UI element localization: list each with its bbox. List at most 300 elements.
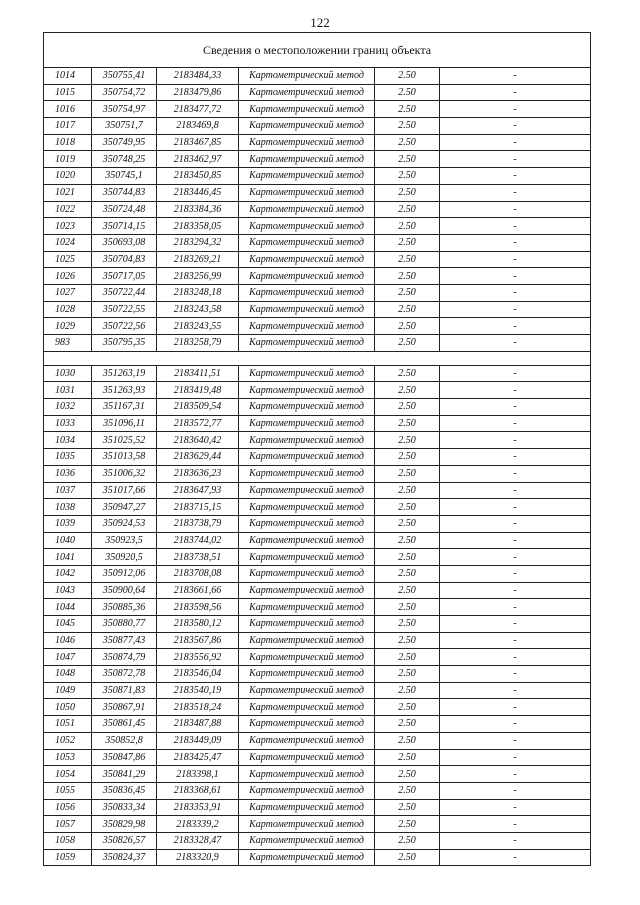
- point-number-cell: 1037: [44, 482, 92, 499]
- point-number-cell: 1020: [44, 168, 92, 185]
- method-cell: Картометрический метод: [239, 168, 375, 185]
- y-coordinate-cell: 2183243,58: [157, 301, 239, 318]
- method-cell: Картометрический метод: [239, 284, 375, 301]
- x-coordinate-cell: 351006,32: [92, 465, 157, 482]
- table-row: [44, 716, 591, 733]
- method-cell: Картометрический метод: [239, 682, 375, 699]
- y-coordinate-cell: 2183518,24: [157, 699, 239, 716]
- table-row: [44, 699, 591, 716]
- y-coordinate-cell: 2183661,66: [157, 582, 239, 599]
- point-number-cell: 983: [44, 335, 92, 352]
- y-coordinate-cell: 2183546,04: [157, 666, 239, 683]
- point-number-cell: 1039: [44, 515, 92, 532]
- point-number-cell: 1048: [44, 666, 92, 683]
- y-coordinate-cell: 2183449,09: [157, 732, 239, 749]
- table-row: [44, 301, 591, 318]
- description-cell: -: [440, 699, 591, 716]
- table-row: [44, 816, 591, 833]
- description-cell: -: [440, 415, 591, 432]
- error-cell: 2.50: [375, 184, 440, 201]
- y-coordinate-cell: 2183384,36: [157, 201, 239, 218]
- error-cell: 2.50: [375, 482, 440, 499]
- point-number-cell: 1018: [44, 134, 92, 151]
- description-cell: -: [440, 399, 591, 416]
- y-coordinate-cell: 2183446,45: [157, 184, 239, 201]
- x-coordinate-cell: 350704,83: [92, 251, 157, 268]
- y-coordinate-cell: 2183567,86: [157, 632, 239, 649]
- method-cell: Картометрический метод: [239, 499, 375, 516]
- description-cell: -: [440, 632, 591, 649]
- method-cell: Картометрический метод: [239, 849, 375, 866]
- error-cell: 2.50: [375, 134, 440, 151]
- error-cell: 2.50: [375, 549, 440, 566]
- method-cell: Картометрический метод: [239, 415, 375, 432]
- table-row: [44, 284, 591, 301]
- x-coordinate-cell: 350829,98: [92, 816, 157, 833]
- description-cell: -: [440, 582, 591, 599]
- method-cell: Картометрический метод: [239, 565, 375, 582]
- error-cell: 2.50: [375, 499, 440, 516]
- table-row: [44, 766, 591, 783]
- y-coordinate-cell: 2183556,92: [157, 649, 239, 666]
- description-cell: -: [440, 515, 591, 532]
- point-number-cell: 1029: [44, 318, 92, 335]
- boundary-table: [43, 32, 591, 866]
- error-cell: 2.50: [375, 251, 440, 268]
- error-cell: 2.50: [375, 84, 440, 101]
- y-coordinate-cell: 2183629,44: [157, 449, 239, 466]
- point-number-cell: 1056: [44, 799, 92, 816]
- table-title-row: [44, 33, 591, 68]
- y-coordinate-cell: 2183258,79: [157, 335, 239, 352]
- method-cell: Картометрический метод: [239, 268, 375, 285]
- table-row: [44, 832, 591, 849]
- method-cell: Картометрический метод: [239, 632, 375, 649]
- description-cell: -: [440, 799, 591, 816]
- point-number-cell: 1016: [44, 101, 92, 118]
- error-cell: 2.50: [375, 449, 440, 466]
- description-cell: -: [440, 118, 591, 135]
- error-cell: 2.50: [375, 68, 440, 85]
- description-cell: -: [440, 649, 591, 666]
- method-cell: Картометрический метод: [239, 382, 375, 399]
- table-row: [44, 318, 591, 335]
- x-coordinate-cell: 350795,35: [92, 335, 157, 352]
- method-cell: Картометрический метод: [239, 134, 375, 151]
- description-cell: -: [440, 716, 591, 733]
- x-coordinate-cell: 350826,57: [92, 832, 157, 849]
- description-cell: -: [440, 816, 591, 833]
- x-coordinate-cell: 350923,5: [92, 532, 157, 549]
- point-number-cell: 1049: [44, 682, 92, 699]
- error-cell: 2.50: [375, 101, 440, 118]
- point-number-cell: 1032: [44, 399, 92, 416]
- table-row: [44, 234, 591, 251]
- x-coordinate-cell: 350871,83: [92, 682, 157, 699]
- description-cell: -: [440, 335, 591, 352]
- method-cell: Картометрический метод: [239, 832, 375, 849]
- x-coordinate-cell: 351017,66: [92, 482, 157, 499]
- point-number-cell: 1047: [44, 649, 92, 666]
- x-coordinate-cell: 350877,43: [92, 632, 157, 649]
- x-coordinate-cell: 350749,95: [92, 134, 157, 151]
- description-cell: -: [440, 532, 591, 549]
- method-cell: Картометрический метод: [239, 532, 375, 549]
- table-row: [44, 382, 591, 399]
- error-cell: 2.50: [375, 716, 440, 733]
- x-coordinate-cell: 350885,36: [92, 599, 157, 616]
- point-number-cell: 1054: [44, 766, 92, 783]
- point-number-cell: 1045: [44, 616, 92, 633]
- y-coordinate-cell: 2183256,99: [157, 268, 239, 285]
- point-number-cell: 1021: [44, 184, 92, 201]
- error-cell: 2.50: [375, 399, 440, 416]
- description-cell: -: [440, 432, 591, 449]
- table-row: [44, 515, 591, 532]
- table-row: [44, 335, 591, 352]
- x-coordinate-cell: 350714,15: [92, 218, 157, 235]
- method-cell: Картометрический метод: [239, 766, 375, 783]
- error-cell: 2.50: [375, 582, 440, 599]
- y-coordinate-cell: 2183738,51: [157, 549, 239, 566]
- table-row: [44, 251, 591, 268]
- method-cell: Картометрический метод: [239, 184, 375, 201]
- error-cell: 2.50: [375, 732, 440, 749]
- table-row: [44, 616, 591, 633]
- method-cell: Картометрический метод: [239, 68, 375, 85]
- y-coordinate-cell: 2183469,8: [157, 118, 239, 135]
- description-cell: -: [440, 849, 591, 866]
- point-number-cell: 1051: [44, 716, 92, 733]
- error-cell: 2.50: [375, 515, 440, 532]
- description-cell: -: [440, 251, 591, 268]
- y-coordinate-cell: 2183269,21: [157, 251, 239, 268]
- error-cell: 2.50: [375, 118, 440, 135]
- y-coordinate-cell: 2183540,19: [157, 682, 239, 699]
- method-cell: Картометрический метод: [239, 799, 375, 816]
- error-cell: 2.50: [375, 565, 440, 582]
- table-row: [44, 632, 591, 649]
- description-cell: -: [440, 616, 591, 633]
- description-cell: -: [440, 832, 591, 849]
- error-cell: 2.50: [375, 682, 440, 699]
- description-cell: -: [440, 134, 591, 151]
- error-cell: 2.50: [375, 666, 440, 683]
- point-number-cell: 1055: [44, 782, 92, 799]
- description-cell: -: [440, 449, 591, 466]
- point-number-cell: 1043: [44, 582, 92, 599]
- table-row: [44, 799, 591, 816]
- point-number-cell: 1015: [44, 84, 92, 101]
- boundary-table-body: [44, 33, 591, 866]
- description-cell: -: [440, 151, 591, 168]
- method-cell: Картометрический метод: [239, 649, 375, 666]
- x-coordinate-cell: 350744,83: [92, 184, 157, 201]
- method-cell: Картометрический метод: [239, 716, 375, 733]
- method-cell: Картометрический метод: [239, 699, 375, 716]
- description-cell: -: [440, 565, 591, 582]
- point-number-cell: 1023: [44, 218, 92, 235]
- table-row: [44, 151, 591, 168]
- y-coordinate-cell: 2183487,88: [157, 716, 239, 733]
- point-number-cell: 1022: [44, 201, 92, 218]
- method-cell: Картометрический метод: [239, 616, 375, 633]
- y-coordinate-cell: 2183636,23: [157, 465, 239, 482]
- x-coordinate-cell: 350852,8: [92, 732, 157, 749]
- error-cell: 2.50: [375, 766, 440, 783]
- description-cell: -: [440, 499, 591, 516]
- table-row: [44, 101, 591, 118]
- point-number-cell: 1041: [44, 549, 92, 566]
- x-coordinate-cell: 350755,41: [92, 68, 157, 85]
- point-number-cell: 1030: [44, 365, 92, 382]
- x-coordinate-cell: 350751,7: [92, 118, 157, 135]
- error-cell: 2.50: [375, 782, 440, 799]
- error-cell: 2.50: [375, 335, 440, 352]
- point-number-cell: 1050: [44, 699, 92, 716]
- table-row: [44, 565, 591, 582]
- error-cell: 2.50: [375, 218, 440, 235]
- error-cell: 2.50: [375, 284, 440, 301]
- description-cell: -: [440, 782, 591, 799]
- error-cell: 2.50: [375, 168, 440, 185]
- description-cell: -: [440, 184, 591, 201]
- error-cell: 2.50: [375, 382, 440, 399]
- point-number-cell: 1031: [44, 382, 92, 399]
- error-cell: 2.50: [375, 632, 440, 649]
- table-row: [44, 84, 591, 101]
- error-cell: 2.50: [375, 268, 440, 285]
- method-cell: Картометрический метод: [239, 816, 375, 833]
- y-coordinate-cell: 2183462,97: [157, 151, 239, 168]
- table-row: [44, 582, 591, 599]
- y-coordinate-cell: 2183450,85: [157, 168, 239, 185]
- error-cell: 2.50: [375, 799, 440, 816]
- method-cell: Картометрический метод: [239, 251, 375, 268]
- point-number-cell: 1057: [44, 816, 92, 833]
- error-cell: 2.50: [375, 234, 440, 251]
- y-coordinate-cell: 2183243,55: [157, 318, 239, 335]
- x-coordinate-cell: 350900,64: [92, 582, 157, 599]
- description-cell: -: [440, 101, 591, 118]
- x-coordinate-cell: 350920,5: [92, 549, 157, 566]
- error-cell: 2.50: [375, 301, 440, 318]
- x-coordinate-cell: 350745,1: [92, 168, 157, 185]
- error-cell: 2.50: [375, 749, 440, 766]
- description-cell: -: [440, 549, 591, 566]
- point-number-cell: 1014: [44, 68, 92, 85]
- method-cell: Картометрический метод: [239, 318, 375, 335]
- method-cell: Картометрический метод: [239, 465, 375, 482]
- method-cell: Картометрический метод: [239, 84, 375, 101]
- method-cell: Картометрический метод: [239, 335, 375, 352]
- x-coordinate-cell: 350841,29: [92, 766, 157, 783]
- method-cell: Картометрический метод: [239, 365, 375, 382]
- description-cell: -: [440, 268, 591, 285]
- x-coordinate-cell: 350947,27: [92, 499, 157, 516]
- point-number-cell: 1059: [44, 849, 92, 866]
- description-cell: -: [440, 365, 591, 382]
- y-coordinate-cell: 2183738,79: [157, 515, 239, 532]
- error-cell: 2.50: [375, 832, 440, 849]
- x-coordinate-cell: 350867,91: [92, 699, 157, 716]
- x-coordinate-cell: 350861,45: [92, 716, 157, 733]
- error-cell: 2.50: [375, 415, 440, 432]
- method-cell: Картометрический метод: [239, 151, 375, 168]
- group-separator-cell: [44, 351, 591, 365]
- page-number: 122: [310, 15, 330, 30]
- error-cell: 2.50: [375, 365, 440, 382]
- y-coordinate-cell: 2183358,05: [157, 218, 239, 235]
- point-number-cell: 1027: [44, 284, 92, 301]
- description-cell: -: [440, 234, 591, 251]
- error-cell: 2.50: [375, 432, 440, 449]
- point-number-cell: 1025: [44, 251, 92, 268]
- description-cell: -: [440, 465, 591, 482]
- table-row: [44, 365, 591, 382]
- table-row: [44, 184, 591, 201]
- point-number-cell: 1046: [44, 632, 92, 649]
- description-cell: -: [440, 666, 591, 683]
- table-row: [44, 268, 591, 285]
- y-coordinate-cell: 2183353,91: [157, 799, 239, 816]
- point-number-cell: 1036: [44, 465, 92, 482]
- x-coordinate-cell: 350847,86: [92, 749, 157, 766]
- method-cell: Картометрический метод: [239, 482, 375, 499]
- x-coordinate-cell: 350754,72: [92, 84, 157, 101]
- table-row: [44, 432, 591, 449]
- description-cell: -: [440, 84, 591, 101]
- x-coordinate-cell: 350722,56: [92, 318, 157, 335]
- error-cell: 2.50: [375, 699, 440, 716]
- x-coordinate-cell: 350874,79: [92, 649, 157, 666]
- table-row: [44, 482, 591, 499]
- x-coordinate-cell: 351096,11: [92, 415, 157, 432]
- y-coordinate-cell: 2183479,86: [157, 84, 239, 101]
- table-row: [44, 118, 591, 135]
- table-title: Сведения о местоположении границ объекта: [44, 33, 591, 68]
- method-cell: Картометрический метод: [239, 549, 375, 566]
- description-cell: -: [440, 68, 591, 85]
- x-coordinate-cell: 350924,53: [92, 515, 157, 532]
- method-cell: Картометрический метод: [239, 101, 375, 118]
- table-row: [44, 399, 591, 416]
- table-row: [44, 415, 591, 432]
- error-cell: 2.50: [375, 318, 440, 335]
- point-number-cell: 1040: [44, 532, 92, 549]
- y-coordinate-cell: 2183647,93: [157, 482, 239, 499]
- table-row: [44, 749, 591, 766]
- y-coordinate-cell: 2183320,9: [157, 849, 239, 866]
- table-row: [44, 465, 591, 482]
- point-number-cell: 1024: [44, 234, 92, 251]
- table-row: [44, 649, 591, 666]
- method-cell: Картометрический метод: [239, 666, 375, 683]
- x-coordinate-cell: 350872,78: [92, 666, 157, 683]
- table-row: [44, 599, 591, 616]
- y-coordinate-cell: 2183294,32: [157, 234, 239, 251]
- description-cell: -: [440, 218, 591, 235]
- point-number-cell: 1019: [44, 151, 92, 168]
- point-number-cell: 1053: [44, 749, 92, 766]
- x-coordinate-cell: 350880,77: [92, 616, 157, 633]
- method-cell: Картометрический метод: [239, 732, 375, 749]
- table-row: [44, 532, 591, 549]
- x-coordinate-cell: 351263,93: [92, 382, 157, 399]
- error-cell: 2.50: [375, 599, 440, 616]
- table-row: [44, 682, 591, 699]
- description-cell: -: [440, 482, 591, 499]
- y-coordinate-cell: 2183477,72: [157, 101, 239, 118]
- table-row: [44, 499, 591, 516]
- y-coordinate-cell: 2183598,56: [157, 599, 239, 616]
- x-coordinate-cell: 350836,45: [92, 782, 157, 799]
- y-coordinate-cell: 2183744,02: [157, 532, 239, 549]
- y-coordinate-cell: 2183425,47: [157, 749, 239, 766]
- method-cell: Картометрический метод: [239, 782, 375, 799]
- y-coordinate-cell: 2183715,15: [157, 499, 239, 516]
- y-coordinate-cell: 2183640,42: [157, 432, 239, 449]
- error-cell: 2.50: [375, 816, 440, 833]
- method-cell: Картометрический метод: [239, 201, 375, 218]
- description-cell: -: [440, 284, 591, 301]
- point-number-cell: 1017: [44, 118, 92, 135]
- method-cell: Картометрический метод: [239, 118, 375, 135]
- method-cell: Картометрический метод: [239, 234, 375, 251]
- method-cell: Картометрический метод: [239, 582, 375, 599]
- description-cell: -: [440, 749, 591, 766]
- table-row: [44, 666, 591, 683]
- error-cell: 2.50: [375, 649, 440, 666]
- y-coordinate-cell: 2183580,12: [157, 616, 239, 633]
- description-cell: -: [440, 732, 591, 749]
- x-coordinate-cell: 350693,08: [92, 234, 157, 251]
- error-cell: 2.50: [375, 465, 440, 482]
- point-number-cell: 1052: [44, 732, 92, 749]
- table-row: [44, 168, 591, 185]
- x-coordinate-cell: 350912,06: [92, 565, 157, 582]
- point-number-cell: 1034: [44, 432, 92, 449]
- table-row: [44, 732, 591, 749]
- error-cell: 2.50: [375, 151, 440, 168]
- y-coordinate-cell: 2183328,47: [157, 832, 239, 849]
- point-number-cell: 1033: [44, 415, 92, 432]
- table-row: [44, 68, 591, 85]
- table-row: [44, 549, 591, 566]
- boundary-table-container: [43, 32, 590, 866]
- x-coordinate-cell: 350833,34: [92, 799, 157, 816]
- error-cell: 2.50: [375, 616, 440, 633]
- method-cell: Картометрический метод: [239, 449, 375, 466]
- group-separator-row: [44, 351, 591, 365]
- error-cell: 2.50: [375, 532, 440, 549]
- point-number-cell: 1028: [44, 301, 92, 318]
- table-row: [44, 849, 591, 866]
- description-cell: -: [440, 301, 591, 318]
- method-cell: Картометрический метод: [239, 432, 375, 449]
- point-number-cell: 1058: [44, 832, 92, 849]
- y-coordinate-cell: 2183484,33: [157, 68, 239, 85]
- y-coordinate-cell: 2183708,08: [157, 565, 239, 582]
- x-coordinate-cell: 351013,58: [92, 449, 157, 466]
- table-row: [44, 134, 591, 151]
- point-number-cell: 1026: [44, 268, 92, 285]
- point-number-cell: 1038: [44, 499, 92, 516]
- x-coordinate-cell: 351025,52: [92, 432, 157, 449]
- method-cell: Картометрический метод: [239, 515, 375, 532]
- description-cell: -: [440, 382, 591, 399]
- x-coordinate-cell: 350724,48: [92, 201, 157, 218]
